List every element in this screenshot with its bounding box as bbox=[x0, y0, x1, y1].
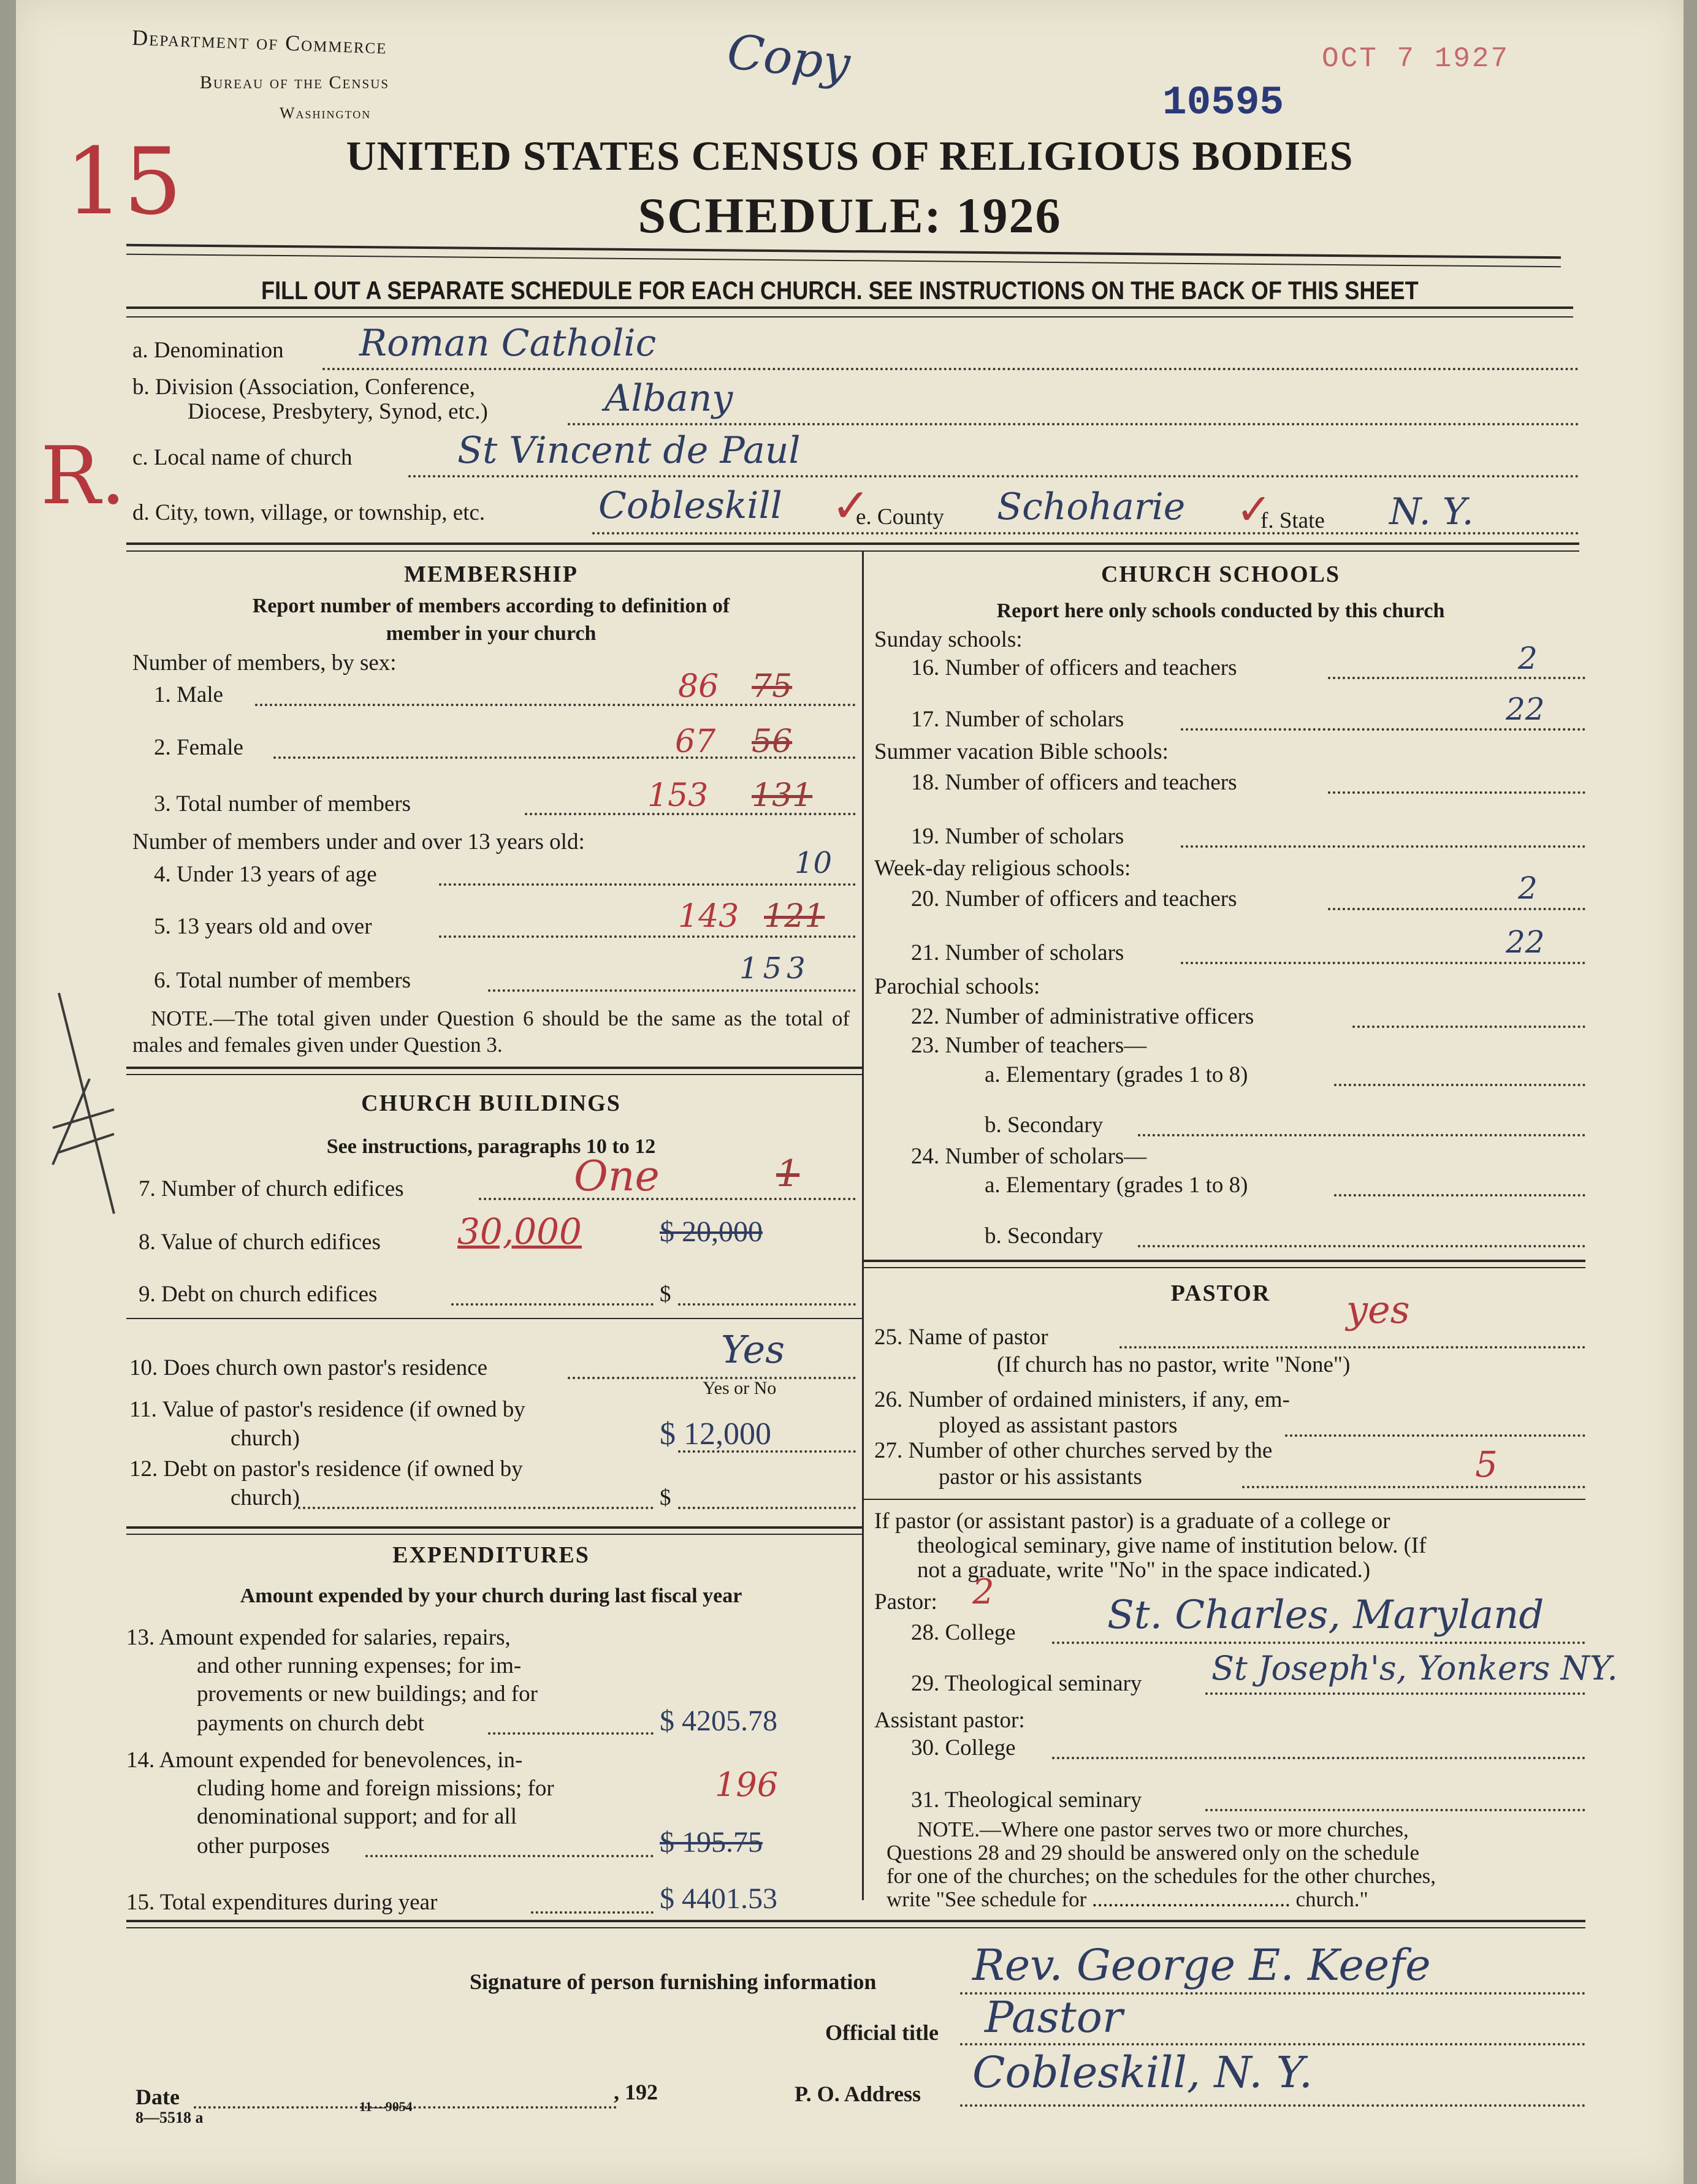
county-label: e. County bbox=[856, 504, 944, 530]
q29-label: 29. Theological seminary bbox=[911, 1671, 1142, 1696]
pastor-sub-label: Pastor: bbox=[874, 1589, 937, 1615]
q9-debt-value[interactable]: $ bbox=[660, 1282, 671, 1307]
census-schedule-sheet bbox=[16, 0, 1684, 2184]
instruction-rule-2 bbox=[126, 316, 1573, 318]
identity-rule bbox=[126, 542, 1579, 545]
q10-yes-no-hint: Yes or No bbox=[703, 1378, 777, 1398]
city-line bbox=[592, 532, 1579, 535]
city-value[interactable]: Cobleskill bbox=[598, 484, 782, 527]
q3-total-value[interactable]: 153 bbox=[647, 777, 709, 814]
summer-schools-header: Summer vacation Bible schools: bbox=[874, 739, 1169, 764]
po-address-label: P. O. Address bbox=[795, 2082, 921, 2106]
received-date-stamp: OCT 7 1927 bbox=[1322, 43, 1510, 75]
q30-line bbox=[1052, 1757, 1585, 1759]
q31-label: 31. Theological seminary bbox=[911, 1787, 1142, 1813]
print-number: 11—9054 bbox=[359, 2099, 413, 2114]
q7-edifices-value[interactable]: One bbox=[574, 1152, 660, 1201]
q13-value[interactable]: $ 4205.78 bbox=[660, 1705, 777, 1737]
copy-handwritten-note: Copy bbox=[724, 24, 853, 93]
washington-label: Washington bbox=[280, 104, 372, 122]
q23a-line bbox=[1334, 1084, 1585, 1086]
q25-line bbox=[1119, 1346, 1585, 1349]
q18-label: 18. Number of officers and teachers bbox=[911, 770, 1237, 795]
schools-rule bbox=[864, 1260, 1585, 1262]
po-address-line bbox=[960, 2104, 1585, 2107]
pastor-note-line3: for one of the churches; on the schedules for the other churches, bbox=[887, 1864, 1436, 1888]
q6-total-label: 6. Total number of members bbox=[154, 968, 411, 993]
assistant-pastor-label: Assistant pastor: bbox=[874, 1708, 1025, 1733]
q26-line bbox=[1285, 1434, 1585, 1437]
q21-label: 21. Number of scholars bbox=[911, 940, 1124, 965]
q1-male-value[interactable]: 86 bbox=[678, 668, 719, 705]
q14-line bbox=[365, 1855, 654, 1857]
q14-value: $ 195.75 bbox=[660, 1826, 763, 1859]
q23a-label: a. Elementary (grades 1 to 8) bbox=[985, 1062, 1248, 1087]
q5-over13-value[interactable]: 143 bbox=[678, 898, 739, 935]
q15-line bbox=[531, 1911, 654, 1914]
division-label-line1: b. Division (Association, Conference, bbox=[132, 375, 475, 400]
q25-value[interactable]: yes bbox=[1346, 1287, 1410, 1332]
schedule-title: SCHEDULE: 1926 bbox=[638, 188, 1062, 243]
q28-line bbox=[1052, 1642, 1585, 1644]
q8-value-label: 8. Value of church edifices bbox=[139, 1230, 381, 1255]
q24a-label: a. Elementary (grades 1 to 8) bbox=[985, 1173, 1248, 1198]
pastor-note-line2: Questions 28 and 29 should be answered only on the schedule bbox=[887, 1841, 1420, 1865]
membership-sub1: Report number of members according to definition of bbox=[252, 595, 730, 617]
q5-line bbox=[439, 935, 856, 938]
division-value[interactable]: Albany bbox=[604, 377, 733, 420]
official-title-value[interactable]: Pastor bbox=[985, 1992, 1123, 2042]
county-value[interactable]: Schoharie bbox=[997, 485, 1186, 528]
serial-number-stamp: 10595 bbox=[1162, 80, 1284, 126]
q26-label-line2: ployed as assistant pastors bbox=[939, 1413, 1178, 1438]
q14-line4: other purposes bbox=[197, 1833, 330, 1859]
membership-title: MEMBERSHIP bbox=[404, 561, 578, 587]
q7-edifices-label: 7. Number of church edifices bbox=[139, 1176, 404, 1201]
q22-label: 22. Number of administrative officers bbox=[911, 1004, 1254, 1029]
q24a-line bbox=[1334, 1194, 1585, 1197]
q8-value: $ 20,000 bbox=[660, 1216, 763, 1248]
form-title: UNITED STATES CENSUS OF RELIGIOUS BODIES bbox=[346, 132, 1354, 179]
signature-label: Signature of person furnishing information bbox=[470, 1969, 877, 1994]
q9-debt-label: 9. Debt on church edifices bbox=[139, 1282, 378, 1307]
q5-over13-label: 5. 13 years old and over bbox=[154, 914, 372, 939]
state-label: f. State bbox=[1260, 508, 1325, 533]
q16-line bbox=[1328, 677, 1585, 679]
graduate-instruction-line2: theological seminary, give name of institution below. (If bbox=[917, 1533, 1427, 1558]
q1-male-label: 1. Male bbox=[154, 682, 224, 707]
schools-sub: Report here only schools conducted by this church bbox=[996, 599, 1445, 622]
q24b-line bbox=[1138, 1245, 1585, 1247]
q14-new-value[interactable]: 196 bbox=[715, 1765, 779, 1804]
pastor-note-line4: write "See schedule for ..................................... church." bbox=[887, 1887, 1368, 1911]
q25-label: 25. Name of pastor bbox=[874, 1325, 1048, 1350]
q13-line2: and other running expenses; for im- bbox=[197, 1653, 522, 1678]
q21-line bbox=[1181, 962, 1585, 964]
q27-label-line1: 27. Number of other churches served by the bbox=[874, 1438, 1273, 1463]
q11-value[interactable]: $ 12,000 bbox=[660, 1417, 771, 1452]
signature-value[interactable]: Rev. George E. Keefe bbox=[972, 1940, 1431, 1990]
q3-total-label: 3. Total number of members bbox=[154, 791, 411, 816]
q27-value[interactable]: 5 bbox=[1475, 1444, 1498, 1485]
q16-label: 16. Number of officers and teachers bbox=[911, 655, 1237, 680]
division-line bbox=[568, 423, 1579, 425]
state-value[interactable]: N. Y. bbox=[1389, 490, 1474, 533]
q26-label-line1: 26. Number of ordained ministers, if any, em- bbox=[874, 1387, 1290, 1412]
expenditures-sub: Amount expended by your church during last fiscal year bbox=[240, 1585, 742, 1607]
division-label-line2: Diocese, Presbytery, Synod, etc.) bbox=[188, 399, 488, 424]
graduate-instruction-line3: not a graduate, write "No" in the space indicated.) bbox=[917, 1558, 1371, 1583]
q20-line bbox=[1328, 908, 1585, 910]
q16-value[interactable]: 2 bbox=[1518, 641, 1538, 676]
q21-value[interactable]: 22 bbox=[1506, 924, 1545, 960]
date-year: , 192 bbox=[614, 2080, 658, 2104]
q31-line bbox=[1205, 1809, 1585, 1811]
pastor-title: PASTOR bbox=[1170, 1280, 1271, 1306]
q10-residence-value[interactable]: Yes bbox=[721, 1327, 785, 1372]
q6-line bbox=[488, 989, 856, 992]
local-name-line bbox=[408, 475, 1579, 478]
bureau-label: Bureau of the Census bbox=[200, 72, 390, 93]
q7-edifices-old-value: 1 bbox=[776, 1152, 800, 1195]
body-bottom-rule bbox=[126, 1920, 1585, 1922]
city-label: d. City, town, village, or township, etc. bbox=[132, 500, 486, 525]
q27-line bbox=[1242, 1486, 1585, 1488]
margin-red-number: 15 bbox=[65, 129, 182, 235]
date-label: Date bbox=[135, 2085, 180, 2109]
q2-female-old-value: 56 bbox=[752, 723, 793, 760]
q14-line2: cluding home and foreign missions; for bbox=[197, 1776, 554, 1801]
local-name-label: c. Local name of church bbox=[132, 445, 353, 470]
q23b-line bbox=[1138, 1134, 1585, 1136]
q9-amount-line bbox=[678, 1303, 856, 1306]
q4-under13-value[interactable]: 10 bbox=[795, 846, 833, 880]
q17-line bbox=[1181, 728, 1585, 731]
q10-residence-label: 10. Does church own pastor's residence bbox=[129, 1355, 488, 1380]
q12-line bbox=[298, 1507, 654, 1509]
q12-debt-label-line2: church) bbox=[231, 1485, 300, 1510]
q7-line bbox=[479, 1198, 856, 1200]
q4-under13-label: 4. Under 13 years of age bbox=[154, 862, 377, 887]
members-by-sex-header: Number of members, by sex: bbox=[132, 650, 397, 675]
official-title-label: Official title bbox=[825, 2020, 939, 2045]
q17-value[interactable]: 22 bbox=[1506, 691, 1545, 727]
local-name-value[interactable]: St Vincent de Paul bbox=[457, 429, 801, 472]
membership-rule bbox=[126, 1067, 862, 1069]
denomination-line bbox=[322, 368, 1579, 370]
q28-value[interactable]: St. Charles, Maryland bbox=[1107, 1592, 1544, 1638]
sunday-schools-header: Sunday schools: bbox=[874, 627, 1023, 652]
q29-line bbox=[1205, 1692, 1585, 1695]
q11-value-label-line2: church) bbox=[231, 1426, 300, 1451]
membership-note: NOTE.—The total given under Question 6 should be the same as the total of males and females given under Question 3. bbox=[132, 1006, 850, 1057]
membership-rule-2 bbox=[126, 1074, 862, 1075]
q24b-label: b. Secondary bbox=[985, 1223, 1104, 1249]
q4-line bbox=[439, 883, 856, 886]
q23b-label: b. Secondary bbox=[985, 1113, 1104, 1138]
official-title-line bbox=[960, 2043, 1585, 2045]
q2-female-label: 2. Female bbox=[154, 735, 243, 760]
q13-line3: provements or new buildings; and for bbox=[197, 1681, 538, 1706]
q6-total-value[interactable]: 153 bbox=[739, 951, 810, 986]
weekday-schools-header: Week-day religious schools: bbox=[874, 856, 1131, 881]
q13-line1: 13. Amount expended for salaries, repairs, bbox=[126, 1625, 511, 1650]
q9-rule bbox=[126, 1318, 862, 1319]
q13-line4: payments on church debt bbox=[197, 1711, 424, 1736]
q12-debt-label-line1: 12. Debt on pastor's residence (if owned by bbox=[129, 1456, 523, 1482]
schools-title: CHURCH SCHOOLS bbox=[1100, 561, 1341, 587]
q30-label: 30. College bbox=[911, 1735, 1016, 1760]
q20-label: 20. Number of officers and teachers bbox=[911, 886, 1237, 911]
graduate-instruction-line1: If pastor (or assistant pastor) is a graduate of a college or bbox=[874, 1509, 1390, 1534]
buildings-rule-2 bbox=[126, 1534, 862, 1535]
pastor-note-line1: NOTE.—Where one pastor serves two or more churches, bbox=[917, 1817, 1409, 1841]
city-check-mark: ✓ bbox=[831, 478, 871, 533]
buildings-rule bbox=[126, 1526, 862, 1529]
column-divider bbox=[862, 552, 864, 1900]
q2-female-value[interactable]: 67 bbox=[675, 723, 716, 760]
body-bottom-rule-2 bbox=[126, 1927, 1585, 1928]
po-address-value[interactable]: Cobleskill, N. Y. bbox=[972, 2047, 1313, 2098]
margin-red-mark: R. bbox=[40, 429, 126, 522]
q19-line bbox=[1181, 845, 1585, 848]
schools-rule-2 bbox=[864, 1267, 1585, 1268]
q11-amount-line bbox=[678, 1450, 856, 1453]
q8-new-value[interactable]: 30,000 bbox=[457, 1211, 582, 1252]
q20-value[interactable]: 2 bbox=[1518, 870, 1538, 906]
q14-line1: 14. Amount expended for benevolences, in- bbox=[126, 1748, 523, 1773]
q17-label: 17. Number of scholars bbox=[911, 707, 1124, 732]
pastor-mark: 2 bbox=[972, 1572, 994, 1612]
pencil-scribble bbox=[40, 981, 126, 1226]
department-label: Department of Commerce bbox=[131, 25, 388, 59]
q27-label-line2: pastor or his assistants bbox=[939, 1464, 1142, 1490]
q14-line3: denominational support; and for all bbox=[197, 1804, 517, 1829]
q25-hint: (If church has no pastor, write "None") bbox=[997, 1352, 1351, 1377]
buildings-sub: See instructions, paragraphs 10 to 12 bbox=[326, 1135, 656, 1158]
q15-value[interactable]: $ 4401.53 bbox=[660, 1882, 777, 1915]
q11-value-label-line1: 11. Value of pastor's residence (if owned by bbox=[129, 1397, 525, 1422]
q22-line bbox=[1352, 1025, 1585, 1028]
q9-line bbox=[451, 1303, 654, 1306]
identity-rule-2 bbox=[126, 550, 1579, 552]
buildings-title: CHURCH BUILDINGS bbox=[361, 1090, 621, 1116]
pastor-rule bbox=[864, 1499, 1585, 1500]
q12-debt-value[interactable]: $ bbox=[660, 1485, 671, 1510]
q29-value[interactable]: St Joseph's, Yonkers NY. bbox=[1211, 1649, 1618, 1687]
q15-label: 15. Total expenditures during year bbox=[126, 1890, 438, 1915]
q18-line bbox=[1328, 791, 1585, 794]
q28-label: 28. College bbox=[911, 1620, 1016, 1645]
q12-amount-line bbox=[678, 1507, 856, 1509]
parochial-schools-header: Parochial schools: bbox=[874, 974, 1040, 999]
q24-label: 24. Number of scholars— bbox=[911, 1144, 1147, 1169]
county-check-mark: ✓ bbox=[1236, 484, 1272, 535]
fill-out-instruction: FILL OUT A SEPARATE SCHEDULE FOR EACH CHURCH. SEE INSTRUCTIONS ON THE BACK OF THIS SHEET bbox=[261, 276, 1419, 305]
form-number: 8—5518 a bbox=[135, 2109, 204, 2126]
denomination-label: a. Denomination bbox=[132, 338, 284, 363]
q13-line bbox=[488, 1732, 654, 1735]
q23-label: 23. Number of teachers— bbox=[911, 1033, 1147, 1058]
q3-total-old-value: 131 bbox=[752, 777, 813, 814]
age-header: Number of members under and over 13 years old: bbox=[132, 829, 585, 854]
instruction-rule bbox=[126, 306, 1573, 309]
expenditures-title: EXPENDITURES bbox=[392, 1542, 590, 1568]
q5-over13-old-value: 121 bbox=[764, 898, 825, 935]
q19-label: 19. Number of scholars bbox=[911, 824, 1124, 849]
membership-sub2: member in your church bbox=[386, 622, 597, 645]
q1-male-old-value: 75 bbox=[752, 668, 793, 705]
denomination-value[interactable]: Roman Catholic bbox=[359, 322, 657, 365]
